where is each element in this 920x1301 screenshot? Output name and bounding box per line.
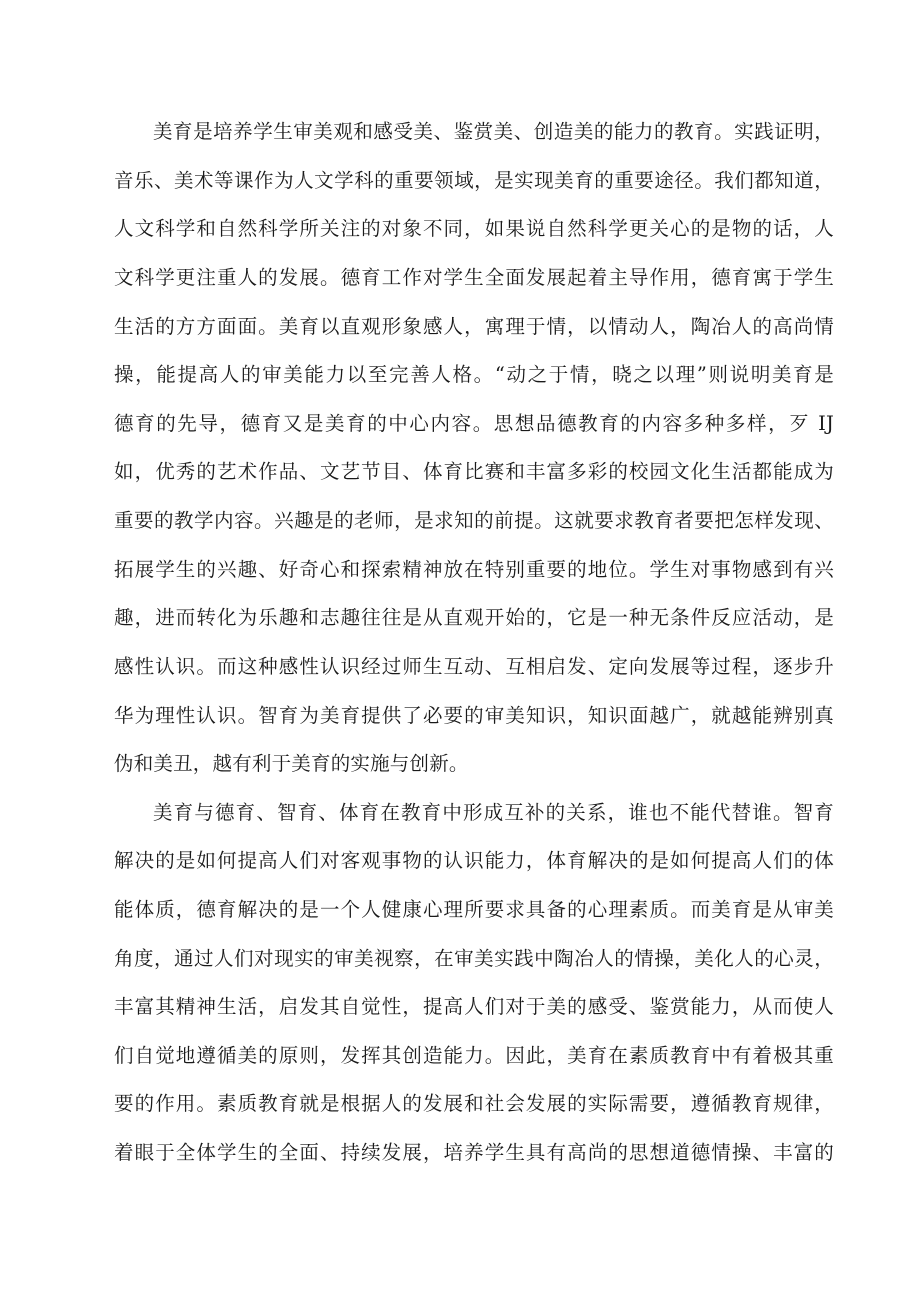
paragraph-line: 华为理性认识。智育为美育提供了必要的审美知识，知识面越广，就越能辨别真 xyxy=(114,704,834,727)
paragraph-line: 人文科学和自然科学所关注的对象不同，如果说自然科学更关心的是物的话，人 xyxy=(114,217,834,240)
paragraph-line: 角度，通过人们对现实的审美视察，在审美实践中陶冶人的情操，美化人的心灵， xyxy=(114,947,834,970)
paragraph-line: 趣，进而转化为乐趣和志趣往往是从直观开始的，它是一种无条件反应活动，是 xyxy=(114,606,834,629)
paragraph-line: 能体质，德育解决的是一个人健康心理所要求具备的心理素质。而美育是从审美 xyxy=(114,898,834,921)
paragraph-line: 解决的是如何提高人们对客观事物的认识能力，体育解决的是如何提高人们的体 xyxy=(114,849,834,872)
paragraph-line: 操，能提高人的审美能力以至完善人格。“动之于情，晓之以理”则说明美育是 xyxy=(114,363,834,386)
paragraph-line: 们自觉地遵循美的原则，发挥其创造能力。因此，美育在素质教育中有着极其重 xyxy=(114,1044,834,1067)
paragraph-line: 丰富其精神生活，启发其自觉性，提高人们对于美的感受、鉴赏能力，从而使人 xyxy=(114,995,834,1018)
paragraph-line: 美育是培养学生审美观和感受美、鉴赏美、创造美的能力的教育。实践证明， xyxy=(153,120,834,143)
paragraph-line: 美育与德育、智育、体育在教育中形成互补的关系，谁也不能代替谁。智育 xyxy=(153,801,834,824)
paragraph-line: 伪和美丑，越有利于美育的实施与创新。 xyxy=(114,752,469,775)
paragraph-line: 音乐、美术等课作为人文学科的重要领域，是实现美育的重要途径。我们都知道， xyxy=(114,169,834,192)
paragraph-line: 德育的先导，德育又是美育的中心内容。思想品德教育的内容多种多样，歹 IJ xyxy=(114,412,834,435)
paragraph-line: 文科学更注重人的发展。德育工作对学生全面发展起着主导作用，德育寓于学生 xyxy=(114,266,834,289)
paragraph-line: 着眼于全体学生的全面、持续发展，培养学生具有高尚的思想道德情操、丰富的 xyxy=(114,1141,834,1164)
paragraph-line: 拓展学生的兴趣、好奇心和探索精神放在特别重要的地位。学生对事物感到有兴 xyxy=(114,558,834,581)
paragraph-line: 感性认识。而这种感性认识经过师生互动、互相启发、定向发展等过程，逐步升 xyxy=(114,655,834,678)
paragraph-line: 重要的教学内容。兴趣是的老师，是求知的前提。这就要求教育者要把怎样发现、 xyxy=(114,509,834,532)
paragraph-line: 如，优秀的艺术作品、文艺节目、体育比赛和丰富多彩的校园文化生活都能成为 xyxy=(114,460,834,483)
paragraph-line: 要的作用。素质教育就是根据人的发展和社会发展的实际需要，遵循教育规律， xyxy=(114,1092,834,1115)
paragraph-line: 生活的方方面面。美育以直观形象感人，寓理于情，以情动人，陶冶人的高尚情 xyxy=(114,315,834,338)
